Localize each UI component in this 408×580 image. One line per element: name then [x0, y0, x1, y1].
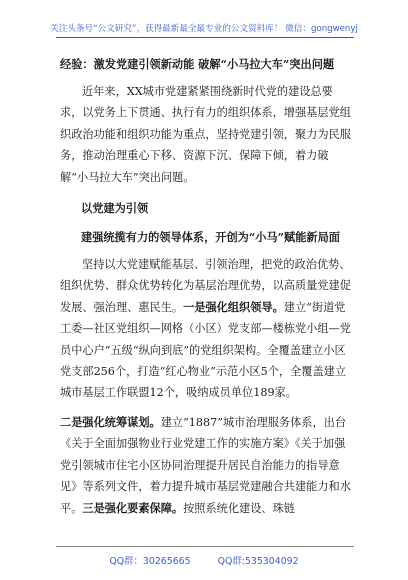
- subheading: 建强统揽有力的领导体系，开创为“小马”赋能新局面: [81, 230, 340, 245]
- paragraph-2-text-b: 建立“1887”城市治理服务体系，出台《关于全面加强物业行业党建工作的实施方案》《关于加强党引领城市住宅小区协同治理提升居民自治能力的指导意见》等系列文件，着力提升城市基层党建融合共建能力和水平。: [60, 415, 351, 515]
- paragraph-2-text-d: 按照系统化建设、珠链: [183, 501, 295, 515]
- footer-divider: [56, 546, 354, 547]
- paragraph-2: [60, 412, 352, 519]
- point-three-label: 三是强化要素保障。: [82, 500, 184, 515]
- document-title: 经验：激发党建引领新动能 破解“小马拉大车”突出问题: [60, 57, 335, 71]
- intro-paragraph: 近年来，XX城市党建紧紧围绕新时代党的建设总要求，以党务上下贯通、执行有力的组织体系，增强基层党组织政治功能和组织功能为重点，坚持党建引领，聚力为民服务，推动治理重心下移、资源下沉、保障下倾，着力破解“小马拉大车”突出问题。: [60, 85, 351, 184]
- footer: [0, 553, 408, 567]
- section-heading: 以党建为引领: [81, 201, 149, 216]
- paragraph-1: [60, 254, 352, 404]
- paragraph-1-text-c: 建立“街道党工委—社区党组织—网格（小区）党支部—楼栋党小组—党员中心户”五级“纵向到底”的党组织架构。全覆盖建立小区党支部256个，打造“红心物业”示范小区5个，全覆盖建立城市基层工作联盟12个，吸纳成员单位189家。: [60, 300, 351, 400]
- footer-qq-group-2: QQ群:535304092: [217, 556, 299, 567]
- footer-qq-group-1: QQ群：30265665: [109, 556, 191, 567]
- point-two-label: 二是强化统筹谋划。: [60, 414, 161, 429]
- document-body: [60, 56, 352, 519]
- header-note: 关注头条号“公文研究”，获得最新最全最专业的公文资料库！ 微信：gongwenyj: [50, 24, 358, 34]
- point-one-label: 一是强化组织领导。: [183, 299, 284, 314]
- paragraph-1-text-a: 坚持以大党建赋能基层、引领治理，把党的政治优势、组织优势、群众优势转化为基层治理优势，以高质量党建促发展、强治理、惠民生。: [60, 258, 351, 314]
- header-divider: [56, 37, 354, 38]
